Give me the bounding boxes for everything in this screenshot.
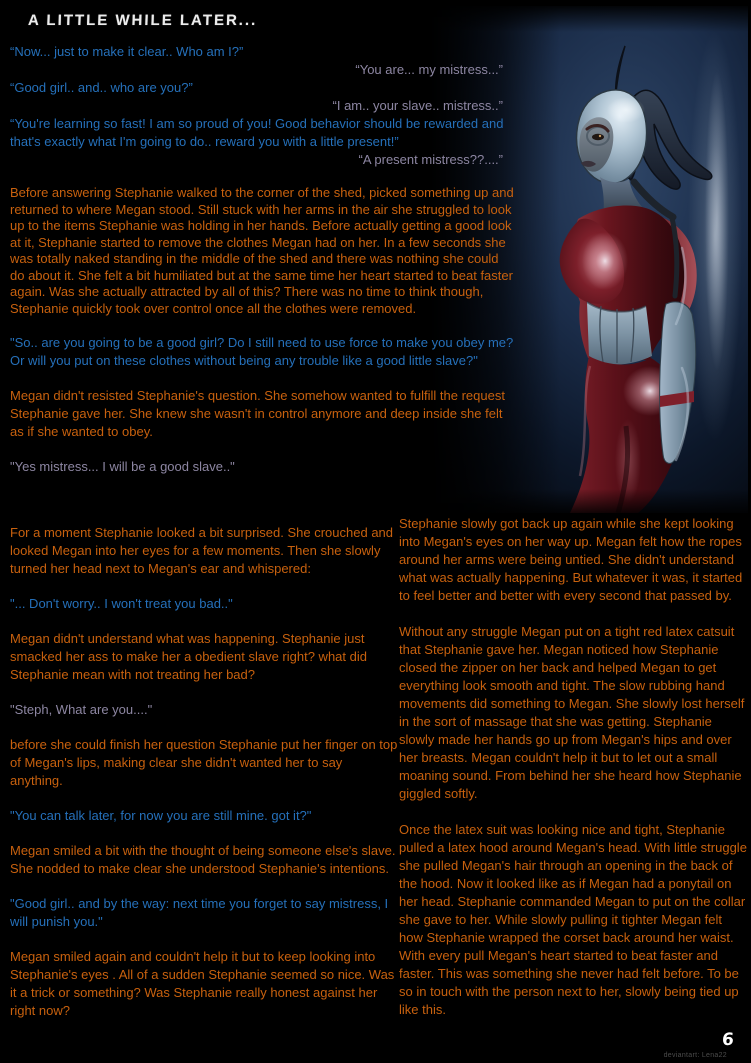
hood-highlight (607, 97, 645, 123)
story-paragraph: Megan didn't resisted Stephanie's question. She somehow wanted to fulfill the request Stephanie gave her. She knew she wasn't in control anymore and deep inside she felt as if she wanted to obey. (10, 388, 505, 439)
light-beam-core (705, 71, 729, 371)
story-paragraph: For a moment Stephanie looked a bit surprised. She crouched and looked Megan into her eyes for a few moments. Then she slowly turned her head next to Megan's ear and whispered: (10, 525, 394, 576)
story-paragraph: Once the latex suit was looking nice and tight, Stephanie pulled a latex hood around Megan's head. With little struggle she pulled Megan's hair through an opening in the back of the hood. Now it looked like as if Megan had a ponytail on her head. Stephanie commanded Megan to put on the collar she gave to her. While slowly pulling it tighter Megan felt how Stephanie wrapped the corset back around her waist. With every pull Megan's heart started to beat faster and faster. This was something she never had felt before. To be so in touch with the person next to her, slowly being tied up like this. (399, 822, 747, 1017)
dialogue-line: “You are... my mistress...” (355, 62, 503, 77)
dialogue-line: “A present mistress??....” (358, 152, 503, 167)
dialogue-line: “You're learning so fast! I am so proud of you! Good behavior should be rewarded and that's exactly what I'm going to do.. reward you with a little present!” (10, 116, 504, 149)
dialogue-line: “Good girl.. and.. who are you?” (10, 80, 193, 95)
left-column (10, 524, 398, 1037)
story-paragraph: "Good girl.. and by the way: next time you forget to say mistress, I will punish you." (10, 896, 389, 929)
story-paragraph: Megan smiled a bit with the thought of being someone else's slave. She nodded to make clear she understood Stephanie's intentions. (10, 843, 396, 876)
story-paragraph: before she could finish her question Stephanie put her finger on top of Megan's lips, making clear she didn't wanted her to say anything. (10, 737, 398, 788)
artist-credit: deviantart: Lena22 (663, 1052, 727, 1059)
chest-highlight (582, 232, 628, 290)
story-paragraph: Stephanie slowly got back up again while she kept looking into Megan's eyes on her way up. Megan felt how the ropes around her arms were being untied. She didn't understand what was actually happening. But whatever it was, it started to feel better and better with every second that passed by. (399, 516, 743, 603)
story-paragraph: "Steph, What are you...." (10, 702, 153, 717)
intro-dialogue (10, 43, 515, 169)
right-column (399, 515, 749, 1037)
top-section (10, 10, 515, 493)
story-paragraph: Without any struggle Megan put on a tight red latex catsuit that Stephanie gave her. Megan noticed how Stephanie closed the zipper on her back and helped Megan to get everything look smooth and tight. The slow rubbing hand movements did something to Megan. She slowly lost herself in the sort of massage that she was getting. Stephanie slowly made her hands go up from Megan's hips and over her breasts. Megan couldn't help it but to let out a small moaning sound. From behind her she heard how Stephanie giggled softly. (399, 624, 745, 801)
story-paragraph: "You can talk later, for now you are still mine. got it?" (10, 808, 312, 823)
eye (592, 134, 604, 140)
story-title: A LITTLE WHILE LATER... (27, 12, 258, 29)
page-number: 6 (721, 1030, 735, 1050)
top-paragraphs (10, 185, 515, 476)
story-paragraph: Before answering Stephanie walked to the corner of the shed, picked something up and returned to where Megan stood. Still stuck with her arms in the air she struggled to look up to the items Stephanie was holding in her hands. Before actually getting a good look at it, Stephanie started to remove the clothes Megan had on her. In a few seconds she was totally naked standing in the middle of the shed and there was nothing she could do about it. She felt a bit humiliated but at the same time her heart started to beat faster again. Was she actually attracted by all of this? There was no time to think though, Stephanie quickly took over control once all the clothes were removed. (10, 185, 514, 316)
story-paragraph: "... Don't worry.. I won't treat you bad.." (10, 596, 233, 611)
story-paragraph: "So.. are you going to be a good girl? Do I still need to use force to make you obey me? Or will you put on these clothes without being any trouble like a good little slave?" (10, 335, 514, 368)
story-paragraph: Megan smiled again and couldn't help it but to keep looking into Stephanie's eyes . All of a sudden Stephanie seemed so nice. Was it a trick or something? Was Stephanie really honest against her right now? (10, 949, 395, 1018)
dialogue-line: “Now... just to make it clear.. Who am I?” (10, 44, 244, 59)
dialogue-line: “I am.. your slave.. mistress..” (332, 98, 503, 113)
story-paragraph: "Yes mistress... I will be a good slave.." (10, 459, 235, 474)
story-paragraph: Megan didn't understand what was happening. Stephanie just smacked her ass to make her a obedient slave right? what did Stephanie mean with not treating her bad? (10, 631, 367, 682)
eye-glint (599, 135, 601, 137)
